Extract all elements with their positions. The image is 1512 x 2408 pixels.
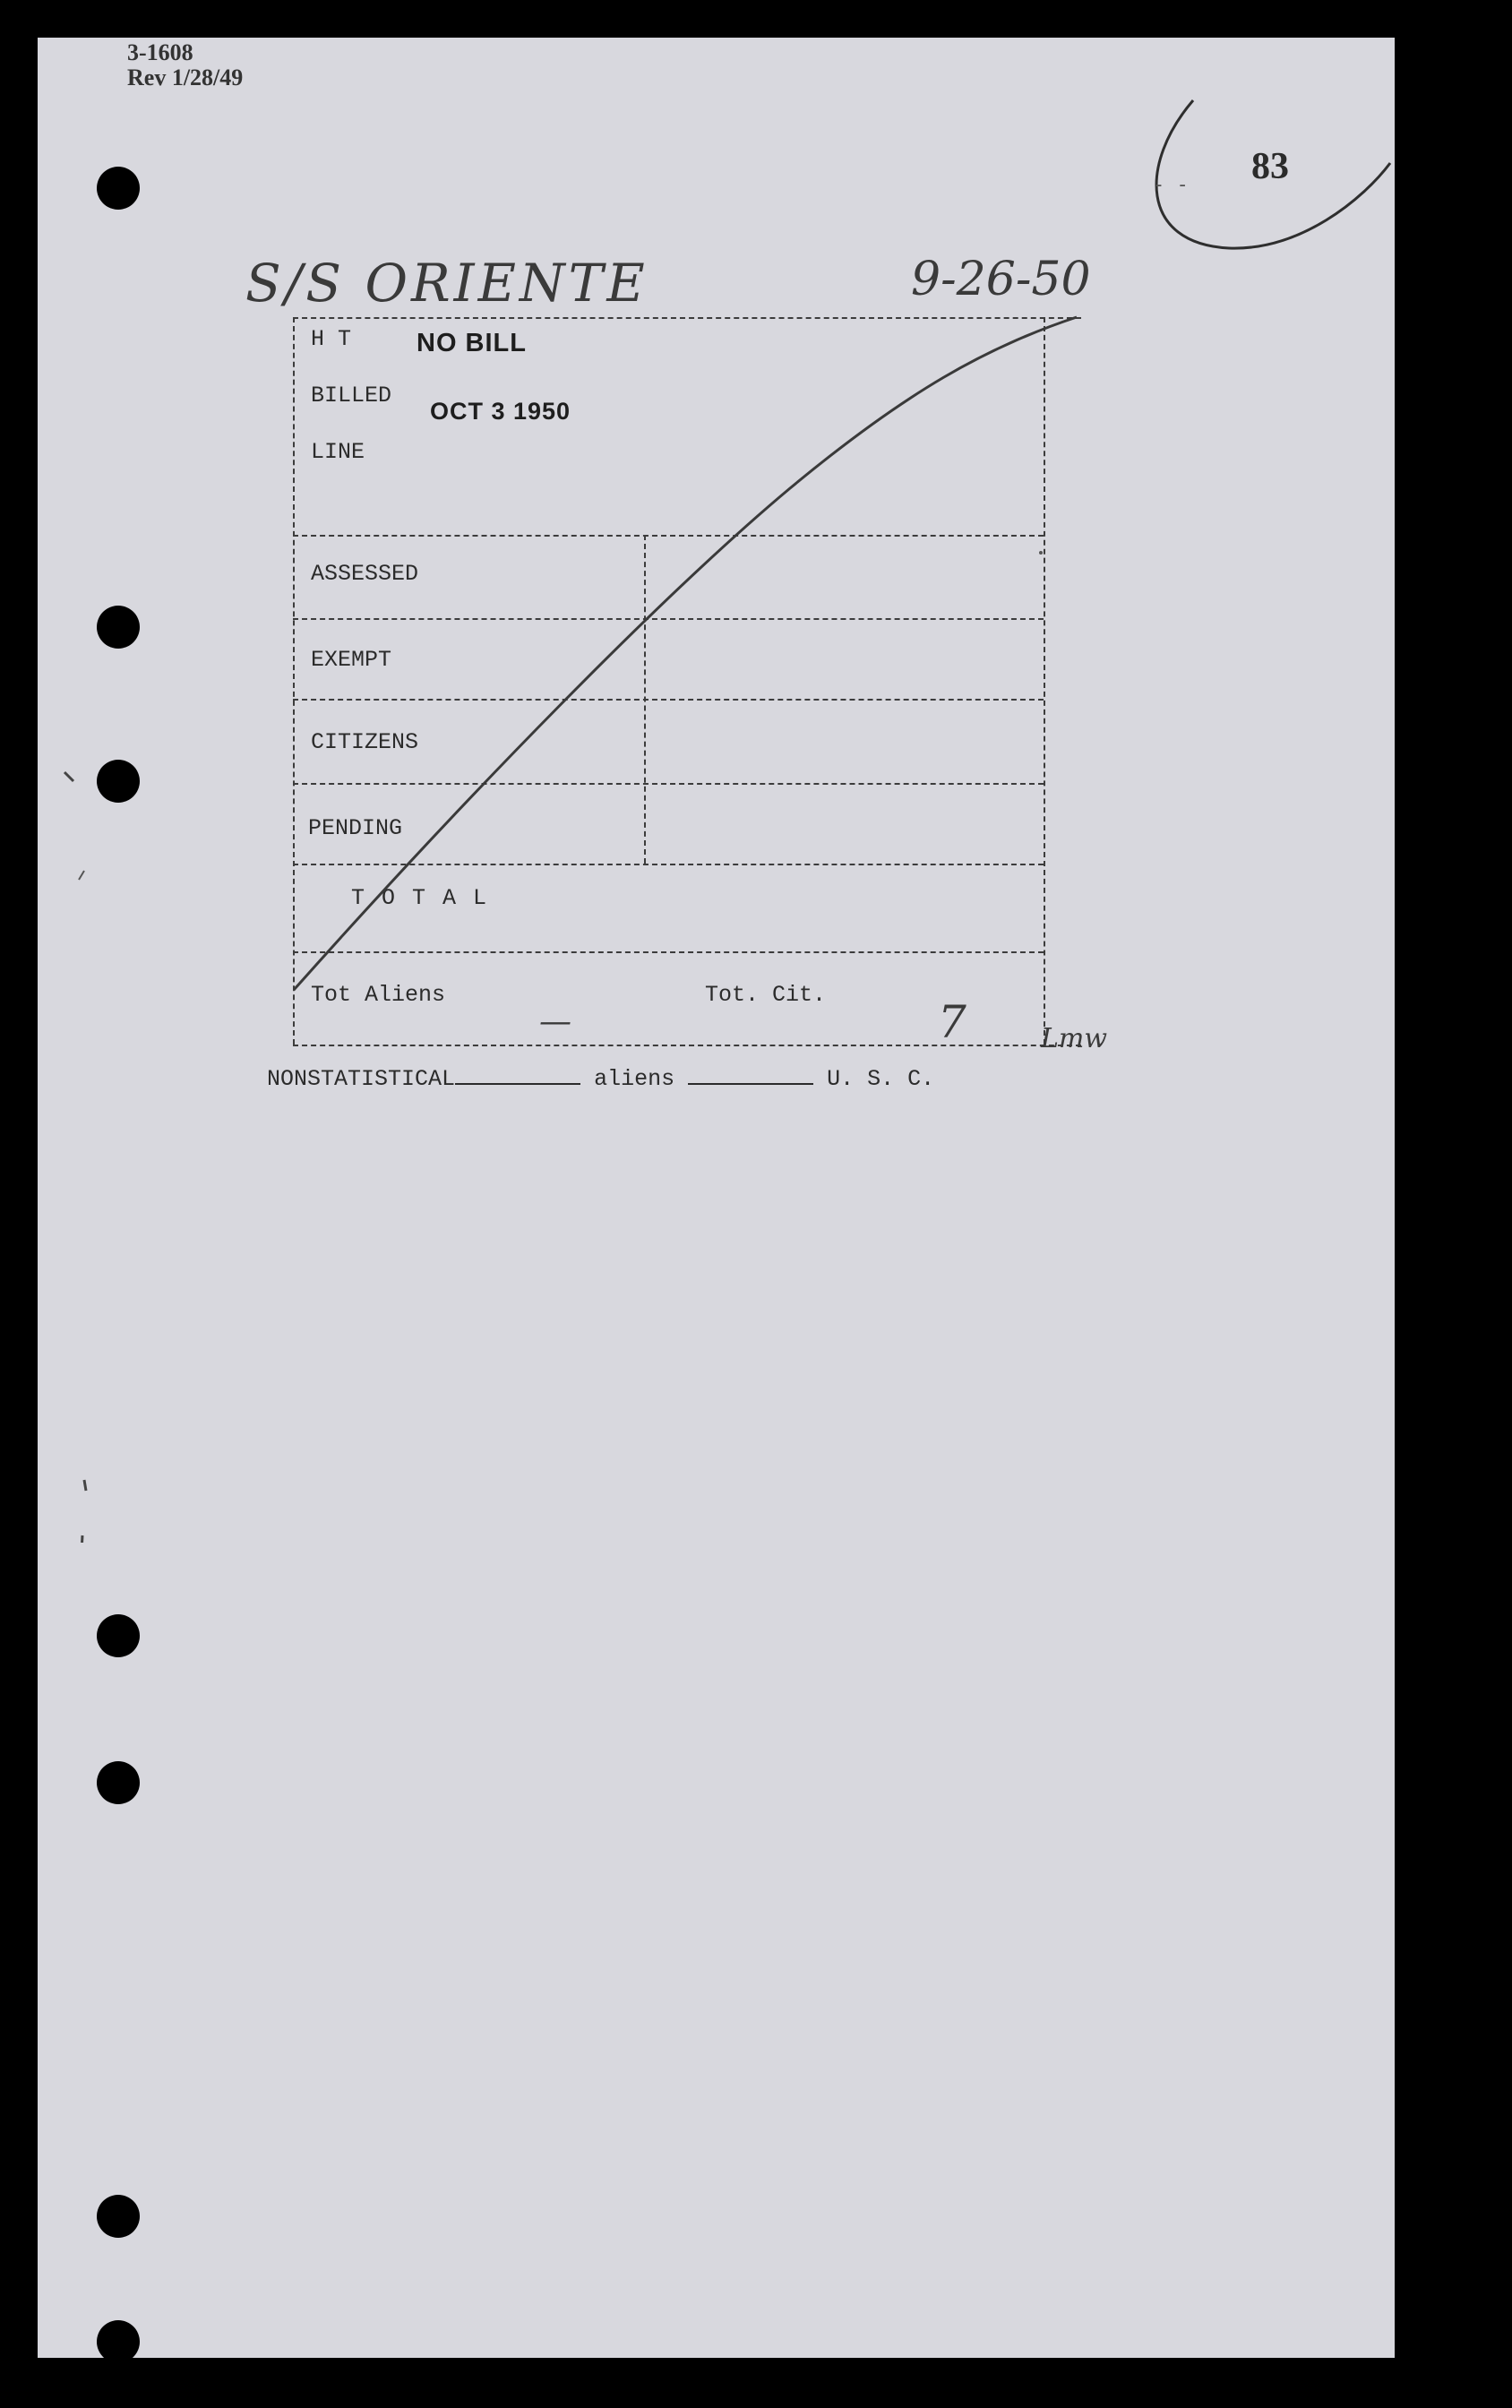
citizens-label: CITIZENS [311, 729, 419, 755]
stray-marks [47, 736, 100, 1543]
page-number-dash: - - [1153, 174, 1189, 196]
aliens-label: aliens [594, 1066, 675, 1092]
tot-aliens-label: Tot Aliens [311, 982, 446, 1008]
punch-hole [97, 1614, 140, 1657]
punch-hole [97, 760, 140, 803]
punch-hole [97, 2320, 140, 2363]
document-page [38, 38, 1395, 2358]
nonstatistical-blank [455, 1083, 580, 1085]
handwritten-count: 7 [938, 996, 966, 1048]
tot-cit-label: Tot. Cit. [705, 982, 827, 1008]
punch-hole [97, 1761, 140, 1804]
line-label: LINE [311, 439, 365, 465]
ht-label: H T [311, 326, 352, 352]
form-revision: Rev 1/28/49 [127, 64, 244, 90]
aliens-blank [688, 1083, 813, 1085]
handwritten-date: 9-26-50 [911, 253, 1091, 306]
punch-hole [97, 167, 140, 210]
billed-label: BILLED [311, 383, 392, 408]
pending-label: PENDING [308, 815, 403, 841]
billed-date-stamp: OCT 3 1950 [430, 398, 571, 425]
strike-through-line [288, 306, 1095, 1005]
no-bill-stamp: NO BILL [417, 329, 527, 357]
nonstatistical-label: NONSTATISTICAL [267, 1066, 456, 1092]
handwritten-dash: — [539, 1003, 571, 1040]
punch-hole [97, 2195, 140, 2238]
exempt-label: EXEMPT [311, 647, 392, 673]
vessel-name: S/S ORIENTE [245, 253, 649, 314]
punch-hole [97, 606, 140, 649]
form-number: 3-1608 [127, 39, 193, 65]
usc-label: U. S. C. [827, 1066, 935, 1092]
page-number: 83 [1251, 146, 1289, 187]
nonstatistical-line [267, 1066, 934, 1092]
handwritten-initials: Lmw [1041, 1023, 1108, 1054]
total-label: T O T A L [351, 885, 489, 911]
assessed-label: ASSESSED [311, 561, 419, 587]
